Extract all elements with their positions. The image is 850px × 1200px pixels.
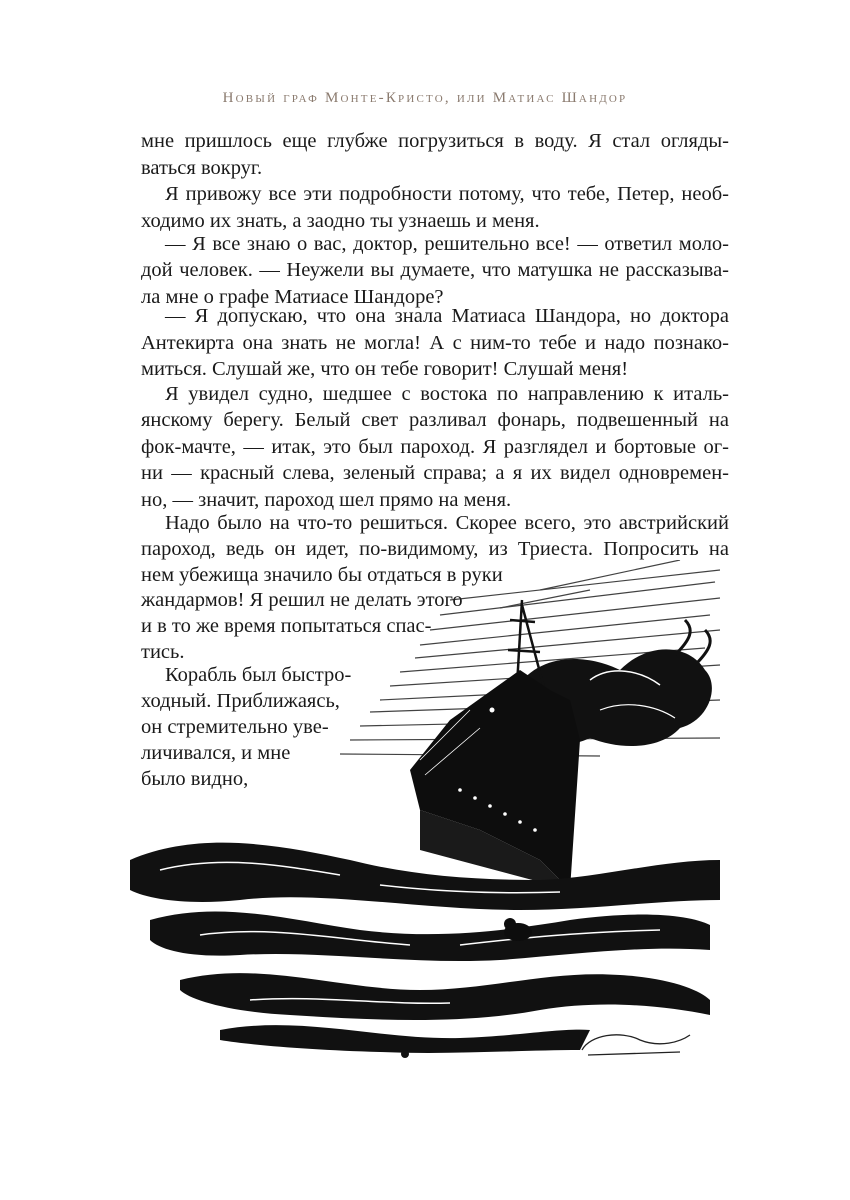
text-line: и в то же время попытаться спас- — [141, 615, 432, 637]
text-line: — Я допускаю, что она знала Матиаса Шандора, но доктора — [165, 305, 729, 327]
running-header: Новый граф Монте-Кристо, или Матиас Шандор — [222, 90, 628, 106]
text-line: миться. Слушай же, что он тебе говорит! Слушай меня! — [141, 358, 629, 380]
text-line: Я увидел судно, шедшее с востока по направлению к италь- — [165, 383, 729, 405]
text-line: Я привожу все эти подробности потому, что тебе, Петер, необ- — [165, 183, 729, 205]
sea-waves — [130, 843, 720, 1053]
text-line: фок-мачте, — итак, это был пароход. Я разглядел и бортовые ог- — [141, 436, 729, 458]
text-line: янскому берегу. Белый свет разливал фонарь, подвешенный на — [141, 409, 729, 431]
artist-signature — [582, 1035, 690, 1055]
text-line: ла мне о графе Матиасе Шандоре? — [141, 286, 444, 308]
text-line: ни — красный слева, зеленый справа; а я их видел одновремен- — [141, 462, 729, 484]
ship-hull — [410, 670, 580, 890]
text-line: мне пришлось еще глубже погрузиться в воду. Я стал огляды- — [141, 130, 729, 152]
swimmer-figure — [504, 918, 532, 941]
steamship-illustration — [120, 560, 730, 1080]
text-line: но, — значит, пароход шел прямо на меня. — [141, 489, 512, 511]
text-line: дой человек. — Неужели вы думаете, что матушка не рассказыва- — [141, 259, 729, 281]
text-line: жандармов! Я решил не делать этого — [141, 589, 463, 611]
text-line: Антекирта она знать не могла! А с ним-то тебе и надо познако- — [141, 332, 729, 354]
text-line: нем убежища значило бы отдаться в руки — [141, 564, 503, 586]
text-line: он стремительно уве- — [141, 716, 329, 738]
text-line: ваться вокруг. — [141, 157, 263, 179]
text-line: Надо было на что-то решиться. Скорее всего, это австрийский — [165, 512, 729, 534]
text-line: — Я все знаю о вас, доктор, решительно все! — ответил моло- — [165, 233, 729, 255]
text-line: Корабль был быстро- — [165, 664, 352, 686]
text-line: ходимо их знать, а заодно ты узнаешь и меня. — [141, 210, 540, 232]
text-line: ходный. Приближаясь, — [141, 690, 340, 712]
text-line: тись. — [141, 641, 185, 663]
text-line: было видно, — [141, 768, 249, 790]
text-line: пароход, ведь он идет, по-видимому, из Триеста. Попросить на — [141, 538, 729, 560]
text-line: личивался, и мне — [141, 742, 291, 764]
